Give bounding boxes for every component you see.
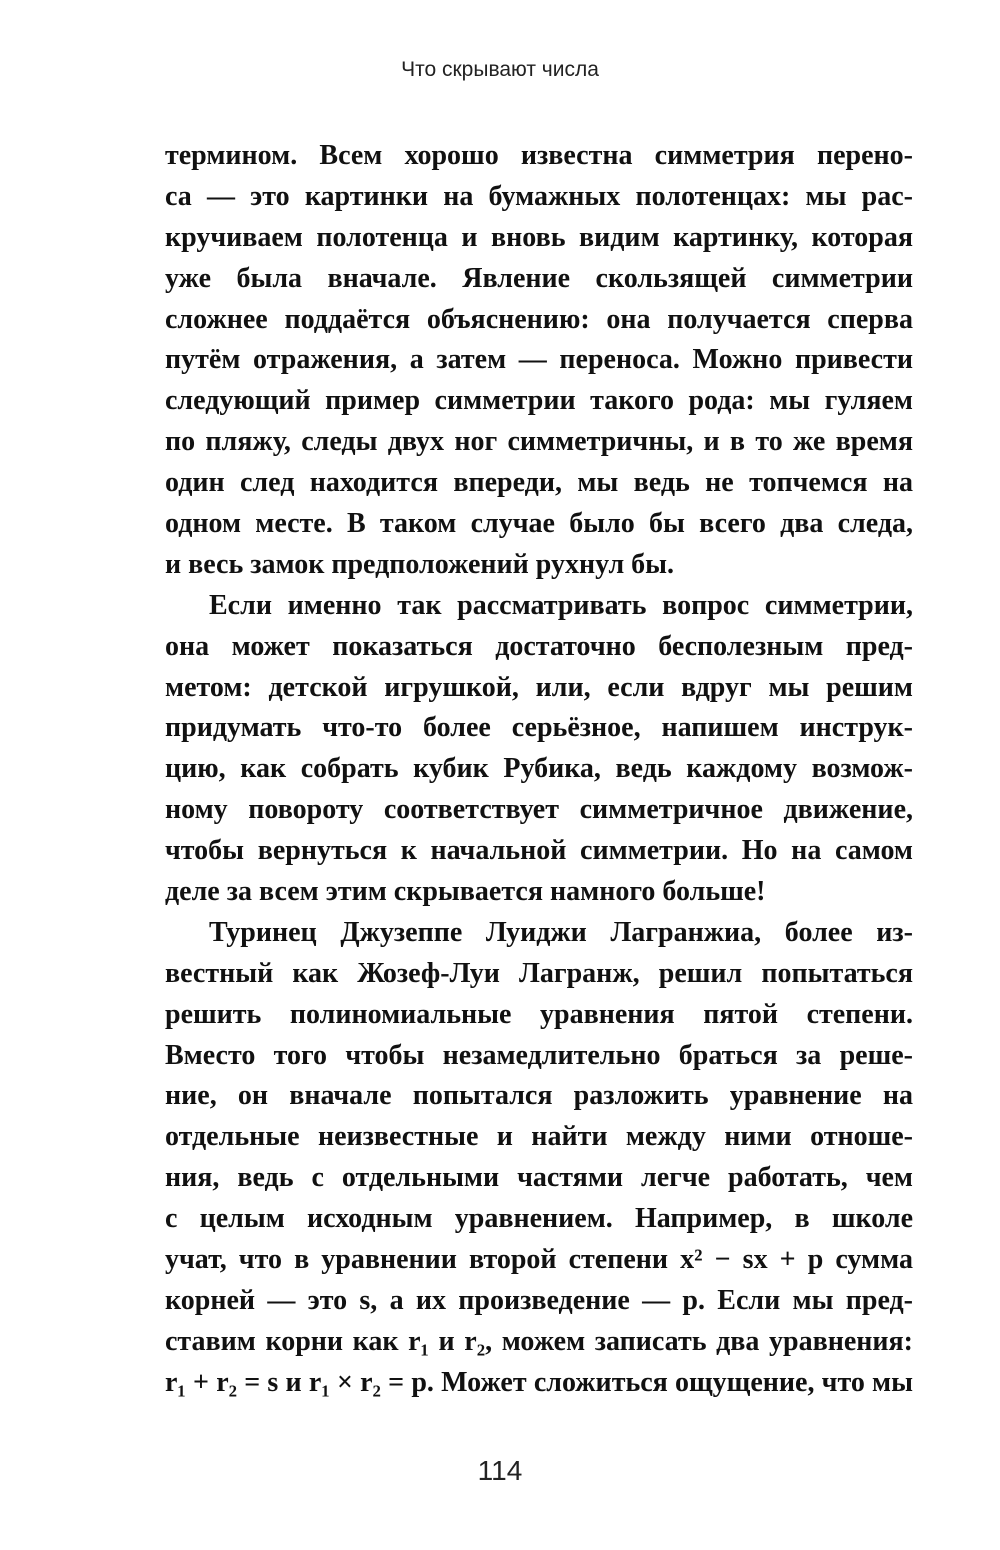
text-line: ставим корни как r₁ и r₂, можем записать два уравнения: <box>165 1325 913 1357</box>
running-header: Что скрывают числа <box>401 58 599 81</box>
text-line: и весь замок предположений рухнул бы. <box>165 548 675 580</box>
text-line: кручиваем полотенца и вновь видим картинку, которая <box>165 221 913 253</box>
text-line: одном месте. В таком случае было бы всего два следа, <box>165 508 913 540</box>
text-line: путём отражения, а затем — переноса. Можно привести <box>165 344 913 376</box>
text-line: корней — это s, а их произведение — p. Если мы пред- <box>165 1284 913 1316</box>
text-line: ному повороту соответствует симметричное движение, <box>165 794 913 826</box>
page-body <box>165 136 913 1404</box>
text-line: термином. Всем хорошо известна симметрия перено- <box>165 140 913 171</box>
page-number: 114 <box>477 1455 523 1486</box>
paragraph <box>165 586 913 913</box>
paragraph <box>165 913 913 1404</box>
text-line: вестный как Жозеф-Луи Лагранж, решил попытаться <box>165 957 913 989</box>
text-line: сложнее поддаётся объяснению: она получается сперва <box>165 303 913 335</box>
paragraph <box>165 136 913 586</box>
text-line: Вместо того чтобы незамедлительно браться за реше- <box>165 1039 913 1071</box>
text-line: по пляжу, следы двух ног симметричны, и в то же время <box>165 426 913 458</box>
text-line: ние, он вначале попытался разложить уравнение на <box>165 1080 913 1112</box>
text-line: с целым исходным уравнением. Например, в школе <box>165 1203 913 1235</box>
text-line: учат, что в уравнении второй степени x² − sx + p сумма <box>165 1244 913 1276</box>
text-line: r₁ + r₂ = s и r₁ × r₂ = p. Может сложиться ощущение, что мы <box>165 1366 913 1398</box>
text-line: метом: детской игрушкой, или, если вдруг мы решим <box>165 671 913 703</box>
text-line: Туринец Джузеппе Луиджи Лагранжиа, более из- <box>209 916 913 948</box>
text-line: решить полиномиальные уравнения пятой степени. <box>165 998 913 1030</box>
text-line: Если именно так рассматривать вопрос симметрии, <box>209 589 913 621</box>
text-line: са — это картинки на бумажных полотенцах: мы рас- <box>165 180 913 212</box>
text-line: следующий пример симметрии такого рода: мы гуляем <box>165 385 913 417</box>
text-line: отдельные неизвестные и найти между ними отноше- <box>165 1121 913 1153</box>
text-line: чтобы вернуться к начальной симметрии. Но на самом <box>165 835 913 867</box>
text-line: придумать что-то более серьёзное, напишем инструк- <box>165 712 913 744</box>
text-line: деле за всем этим скрывается намного больше! <box>165 876 766 908</box>
text-line: уже была вначале. Явление скользящей симметрии <box>165 262 913 294</box>
text-line: ния, ведь с отдельными частями легче работать, чем <box>165 1162 913 1194</box>
text-line: цию, как собрать кубик Рубика, ведь каждому возмож- <box>165 753 913 785</box>
text-line: один след находится впереди, мы ведь не топчемся на <box>165 467 913 499</box>
text-line: она может показаться достаточно бесполезным пред- <box>165 630 913 662</box>
